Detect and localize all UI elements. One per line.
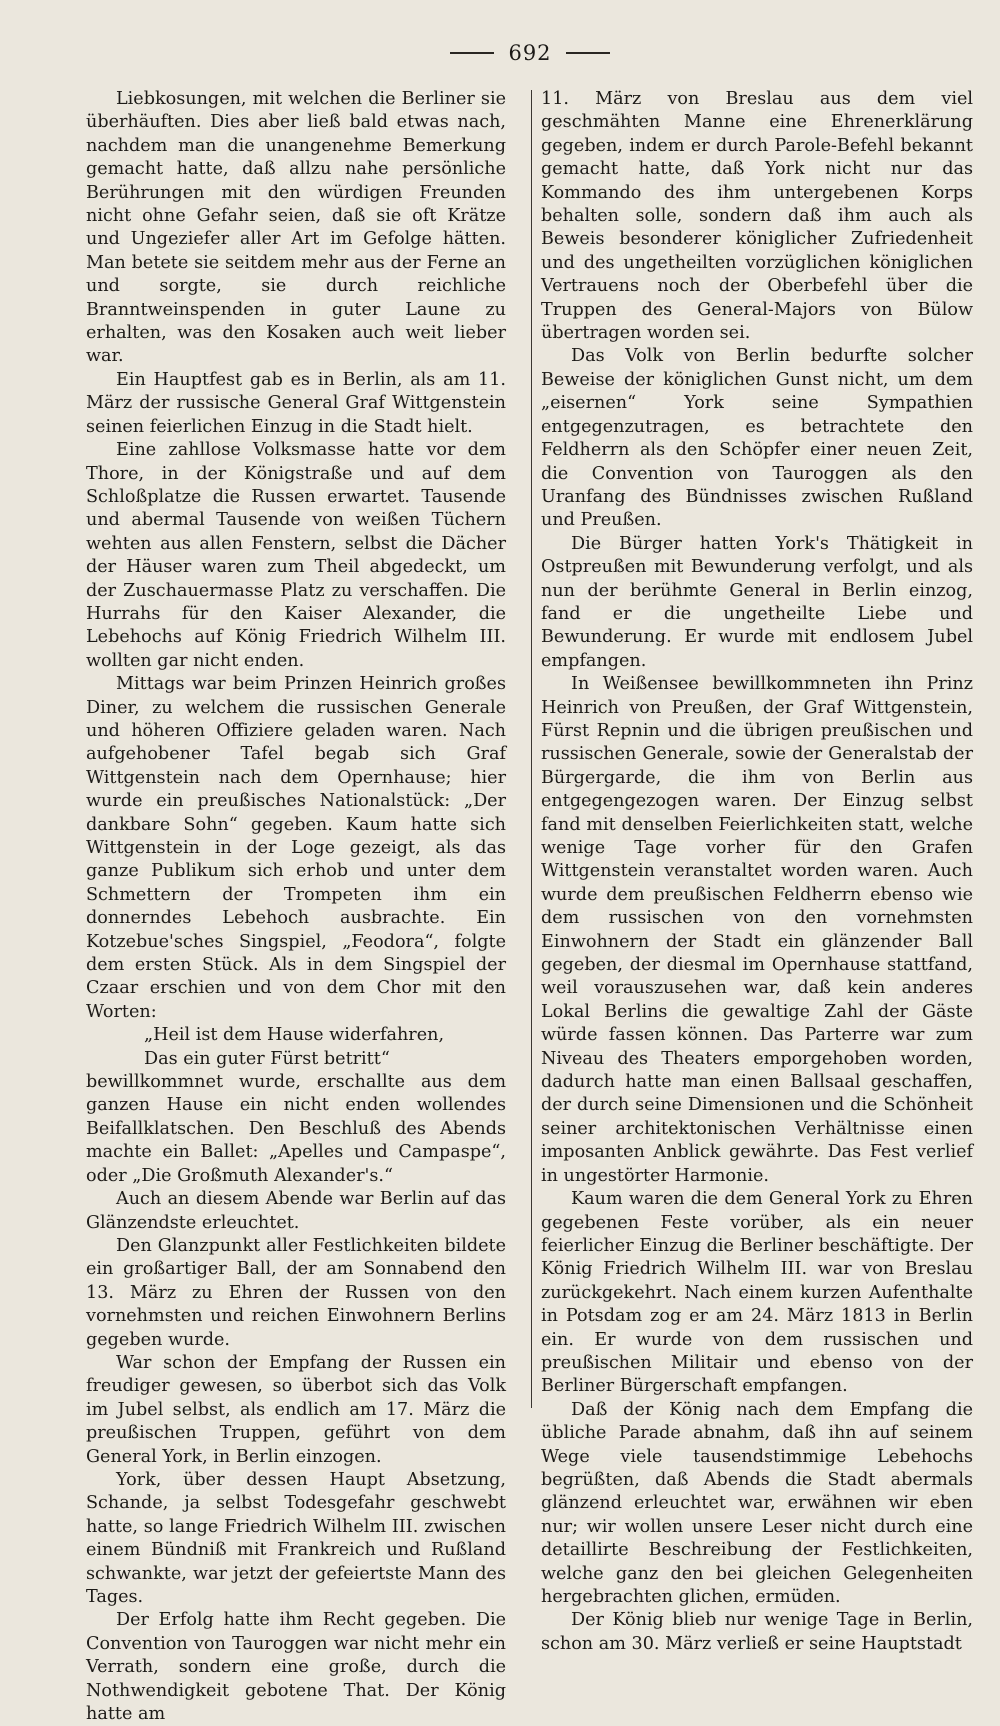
paragraph: Eine zahllose Volksmasse hatte vor dem Thore, in der Königstraße und auf dem Schloßplatze die Russen erwartet. Tausende und abermal Tausende von weißen Tüchern wehten aus allen Fenstern, selbst die Dächer der Häuser waren zum Theil abgedeckt, um der Zuschauermasse Platz zu verschaffen. Die Hurrahs für den Kaiser Alexander, die Lebehochs auf König Friedrich Wilhelm III. wollten gar nicht enden. bbox=[86, 440, 506, 671]
paragraph: Der Erfolg hatte ihm Recht gegeben. Die Convention von Tauroggen war nicht mehr ein Verrath, sondern eine große, durch die Nothwendigkeit gebotene That. Der König hatte am bbox=[86, 1610, 506, 1725]
paragraph: Der König blieb nur wenige Tage in Berlin, schon am 30. März verließ er seine Hauptstadt bbox=[541, 1610, 973, 1654]
paragraph: „Heil ist dem Hause widerfahren, bbox=[144, 1025, 445, 1046]
paragraph: Die Bürger hatten York's Thätigkeit in Ostpreußen mit Bewunderung verfolgt, und als nun der berühmte General in Berlin einzog, fand er die ungetheilte Liebe und Bewunderung. Er wurde mit endlosem Jubel empfangen. bbox=[541, 533, 973, 671]
right-column bbox=[541, 88, 973, 1654]
paragraph: Das ein guter Fürst betritt“ bbox=[144, 1048, 390, 1069]
paragraph: Den Glanzpunkt aller Festlichkeiten bildete ein großartiger Ball, der am Sonnabend den 13. März zu Ehren der Russen von den vornehmsten und reichen Einwohnern Berlins gegeben wurde. bbox=[86, 1235, 506, 1350]
paragraph: 11. März von Breslau aus dem viel geschmähten Manne eine Ehrenerklärung gegeben, indem er durch Parole-Befehl bekannt gemacht hatte, daß York nicht nur das Kommando des ihm untergebenen Korps behalten solle, sondern daß ihm auch als Beweis besonderer königlicher Zufriedenheit und des ungetheilten vorzüglichen königlichen Vertrauens noch der Oberbefehl über die Truppen des General-Majors von Bülow übertragen worden sei. bbox=[541, 89, 973, 344]
page-number: 692 bbox=[508, 41, 552, 65]
column-divider bbox=[531, 90, 532, 1408]
paragraph: bewillkommnet wurde, erschallte aus dem ganzen Hause ein nicht enden wollendes Beifallklatschen. Den Beschluß des Abends machte ein Ballet: „Apelles und Campaspe“, oder „Die Großmuth Alexander's.“ bbox=[86, 1072, 506, 1186]
paragraph: Kaum waren die dem General York zu Ehren gegebenen Feste vorüber, als ein neuer feierlicher Einzug die Berliner beschäftigte. Der König Friedrich Wilhelm III. war von Breslau zurückgekehrt. Nach einem kurzen Aufenthalte in Potsdam zog er am 24. März 1813 in Berlin ein. Er wurde von dem russischen und preußischen Militair und ebenso von der Berliner Bürgerschaft empfangen. bbox=[541, 1189, 973, 1397]
paragraph: Ein Hauptfest gab es in Berlin, als am 11. März der russische General Graf Wittgenstein seinen feierlichen Einzug in die Stadt hielt. bbox=[86, 369, 506, 437]
paragraph: In Weißensee bewillkommneten ihn Prinz Heinrich von Preußen, der Graf Wittgenstein, Fürst Repnin und die übrigen preußischen und russischen Generale, sowie der Generalstab der Bürgergarde, die ihm von Berlin aus entgegengezogen waren. Der Einzug selbst fand mit denselben Feierlichkeiten statt, welche wenige Tage vorher für den Grafen Wittgenstein veranstaltet worden waren. Auch wurde dem preußischen Feldherrn ebenso wie dem russischen von den vornehmsten Einwohnern der Stadt ein glänzender Ball gegeben, der diesmal im Opernhause stattfand, weil vorauszusehen war, daß kein anderes Lokal Berlins die gewaltige Zahl der Gäste würde fassen können. Das Parterre war zum Niveau des Theaters emporgehoben worden, dadurch hatte man einen Ballsaal geschaffen, der durch seine Dimensionen und die Schönheit seiner architektonischen Verhältnisse einen imposanten Anblick gewährte. Das Fest verlief in ungestörter Harmonie. bbox=[541, 674, 973, 1186]
paragraph: Mittags war beim Prinzen Heinrich großes Diner, zu welchem die russischen Generale und höheren Offiziere geladen waren. Nach aufgehobener Tafel begab sich Graf Wittgenstein nach dem Opernhause; hier wurde ein preußisches Nationalstück: „Der dankbare Sohn“ gegeben. Kaum hatte sich Wittgenstein in der Loge gezeigt, als das ganze Publikum sich erhob und unter dem Schmettern der Trompeten ihm ein donnerndes Lebehoch ausbrachte. Ein Kotzebue'sches Singspiel, „Feodora“, folgte dem ersten Stück. Als in dem Singspiel der Czaar erschien und von dem Chor mit den Worten: bbox=[86, 674, 506, 1022]
paragraph: York, über dessen Haupt Absetzung, Schande, ja selbst Todesgefahr geschwebt hatte, so lange Friedrich Wilhelm III. zwischen einem Bündniß mit Frankreich und Rußland schwankte, war jetzt der gefeiertste Mann des Tages. bbox=[86, 1469, 506, 1607]
page-header bbox=[440, 38, 620, 68]
paragraph: Das Volk von Berlin bedurfte solcher Beweise der königlichen Gunst nicht, um dem „eisernen“ York seine Sympathien entgegenzutragen, es betrachtete den Feldherrn als den Schöpfer einer neuen Zeit, die Convention von Tauroggen als den Uranfang des Bündnisses zwischen Rußland und Preußen. bbox=[541, 346, 973, 531]
left-column bbox=[86, 88, 506, 1725]
paragraph: Auch an diesem Abende war Berlin auf das Glänzendste erleuchtet. bbox=[86, 1189, 506, 1233]
header-rule-right bbox=[566, 52, 610, 54]
header-rule-left bbox=[450, 52, 494, 54]
paragraph: Liebkosungen, mit welchen die Berliner sie überhäuften. Dies aber ließ bald etwas nach, nachdem man die unangenehme Bemerkung gemacht hatte, daß allzu nahe persönliche Berührungen mit den würdigen Freunden nicht ohne Gefahr seien, daß sie oft Krätze und Ungeziefer aller Art im Gefolge hätten. Man betete sie seitdem mehr aus der Ferne an und sorgte, sie durch reichliche Branntweinspenden in guter Laune zu erhalten, was den Kosaken auch weit lieber war. bbox=[86, 89, 506, 367]
paragraph: War schon der Empfang der Russen ein freudiger gewesen, so überbot sich das Volk im Jubel selbst, als endlich am 17. März die preußischen Truppen, geführt von dem General York, in Berlin einzogen. bbox=[86, 1352, 506, 1467]
paragraph: Daß der König nach dem Empfang die übliche Parade abnahm, daß ihn auf seinem Wege viele tausendstimmige Lebehochs begrüßten, daß Abends die Stadt abermals glänzend erleuchtet war, erwähnen wir eben nur; wir wollen unsere Leser nicht durch eine detaillirte Beschreibung der Festlichkeiten, welche ganz den bei gleichen Gelegenheiten hergebrachten glichen, ermüden. bbox=[541, 1399, 973, 1607]
